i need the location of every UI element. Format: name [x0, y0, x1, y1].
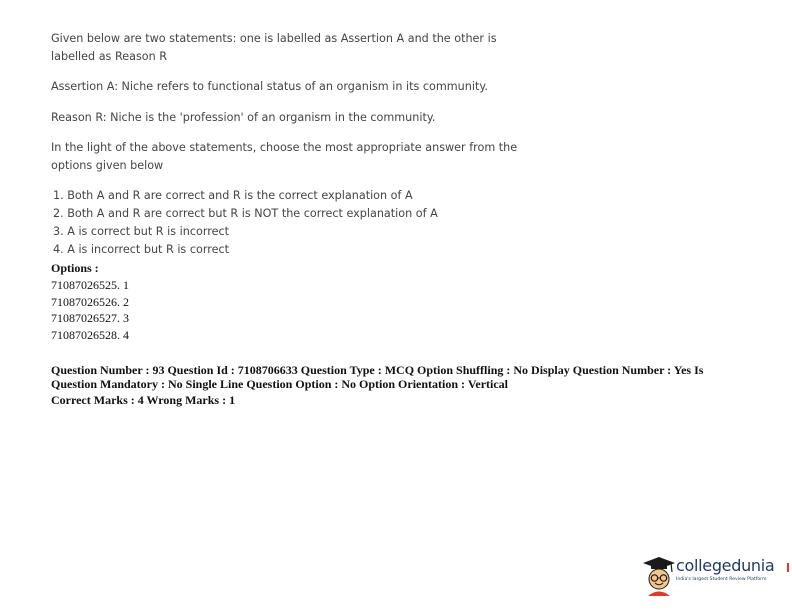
option-id-item: 71087026527. 3 [51, 311, 129, 325]
marks-line: Correct Marks : 4 Wrong Marks : 1 [51, 393, 236, 407]
option-id-list [51, 277, 129, 343]
question-metadata [51, 364, 731, 408]
choice-item: 3. A is correct but R is incorrect [53, 225, 229, 238]
option-id-item: 71087026525. 1 [51, 278, 129, 292]
choice-item: 4. A is incorrect but R is correct [53, 243, 229, 256]
question-meta-line: Question Number : 93 Question Id : 7108706633 Question Type : MCQ Option Shuffling : No Display Question Number : Yes Is Question Mandatory : No Single Line Question Option : No Option Orientation : Vertical [51, 363, 704, 391]
option-id-item: 71087026526. 2 [51, 294, 129, 309]
choice-item: 2. Both A and R are correct but R is NOT the correct explanation of A [53, 207, 438, 220]
question-intro: Given below are two statements: one is labelled as Assertion A and the other is labelled as Reason R [51, 32, 497, 63]
choice-list [53, 187, 438, 259]
options-heading: Options : [51, 261, 99, 275]
question-instruction: In the light of the above statements, choose the most appropriate answer from the options given below [51, 141, 518, 172]
assertion-statement: Assertion A: Niche refers to functional status of an organism in its community. [51, 80, 488, 93]
choice-item: 1. Both A and R are correct and R is the correct explanation of A [53, 189, 413, 202]
logo-wordmark: collegedunia [676, 556, 775, 575]
option-id-item: 71087026528. 4 [51, 327, 129, 342]
logo-tagline: India's largest Student Review Platform [676, 577, 767, 582]
reason-statement: Reason R: Niche is the 'profession' of an organism in the community. [51, 111, 436, 124]
